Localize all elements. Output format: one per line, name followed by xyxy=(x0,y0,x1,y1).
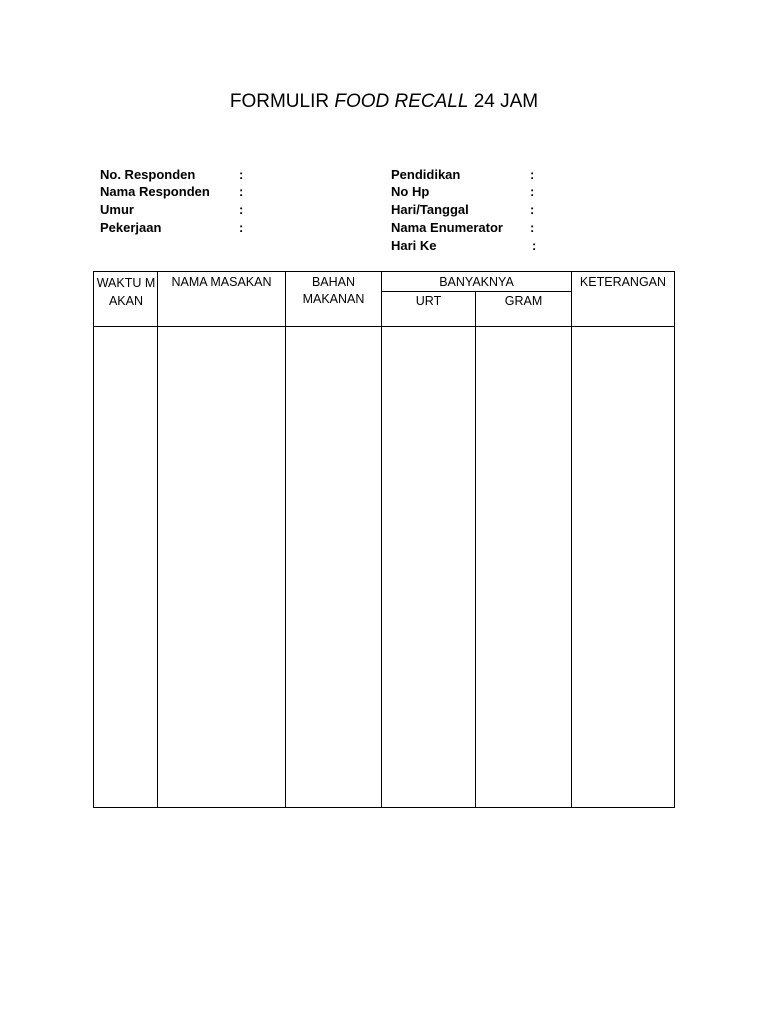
header-bottom-border xyxy=(94,326,674,327)
field-label-no-hp: No Hp xyxy=(391,184,430,199)
title-italic: FOOD RECALL xyxy=(334,91,469,112)
header-bahan-makanan-line1: BAHAN xyxy=(311,275,356,289)
field-colon: : xyxy=(530,167,535,182)
header-waktu-makan: WAKTU MAKAN xyxy=(96,276,156,308)
column-divider xyxy=(475,291,476,807)
food-recall-table xyxy=(93,271,675,808)
field-label-pendidikan: Pendidikan xyxy=(391,167,461,182)
header-nama-masakan: NAMA MASAKAN xyxy=(171,275,272,289)
field-colon: : xyxy=(530,202,535,217)
field-label-nama-enumerator: Nama Enumerator xyxy=(391,220,503,235)
field-colon: : xyxy=(530,220,535,235)
column-divider xyxy=(285,272,286,807)
form-title xyxy=(0,90,768,114)
field-label-pekerjaan: Pekerjaan xyxy=(100,220,162,235)
column-divider xyxy=(381,272,382,807)
field-colon: : xyxy=(532,238,537,253)
field-colon: : xyxy=(530,184,535,199)
field-colon: : xyxy=(239,184,244,199)
field-colon: : xyxy=(239,167,244,182)
column-divider xyxy=(157,272,158,807)
header-keterangan: KETERANGAN xyxy=(579,275,667,289)
field-label-hari-ke: Hari Ke xyxy=(391,238,437,253)
header-gram: GRAM xyxy=(504,294,543,308)
field-label-umur: Umur xyxy=(100,202,134,217)
field-label-nama-responden: Nama Responden xyxy=(100,184,210,199)
title-suffix: 24 JAM xyxy=(468,91,539,112)
field-label-no-responden: No. Responden xyxy=(100,167,196,182)
field-colon: : xyxy=(239,202,244,217)
field-label-hari-tanggal: Hari/Tanggal xyxy=(391,202,469,217)
field-colon: : xyxy=(239,220,244,235)
header-urt: URT xyxy=(415,294,442,308)
column-divider xyxy=(571,272,572,807)
header-banyaknya: BANYAKNYA xyxy=(439,275,514,289)
header-bahan-makanan-line2: MAKANAN xyxy=(302,292,365,306)
title-prefix: FORMULIR xyxy=(229,91,335,112)
